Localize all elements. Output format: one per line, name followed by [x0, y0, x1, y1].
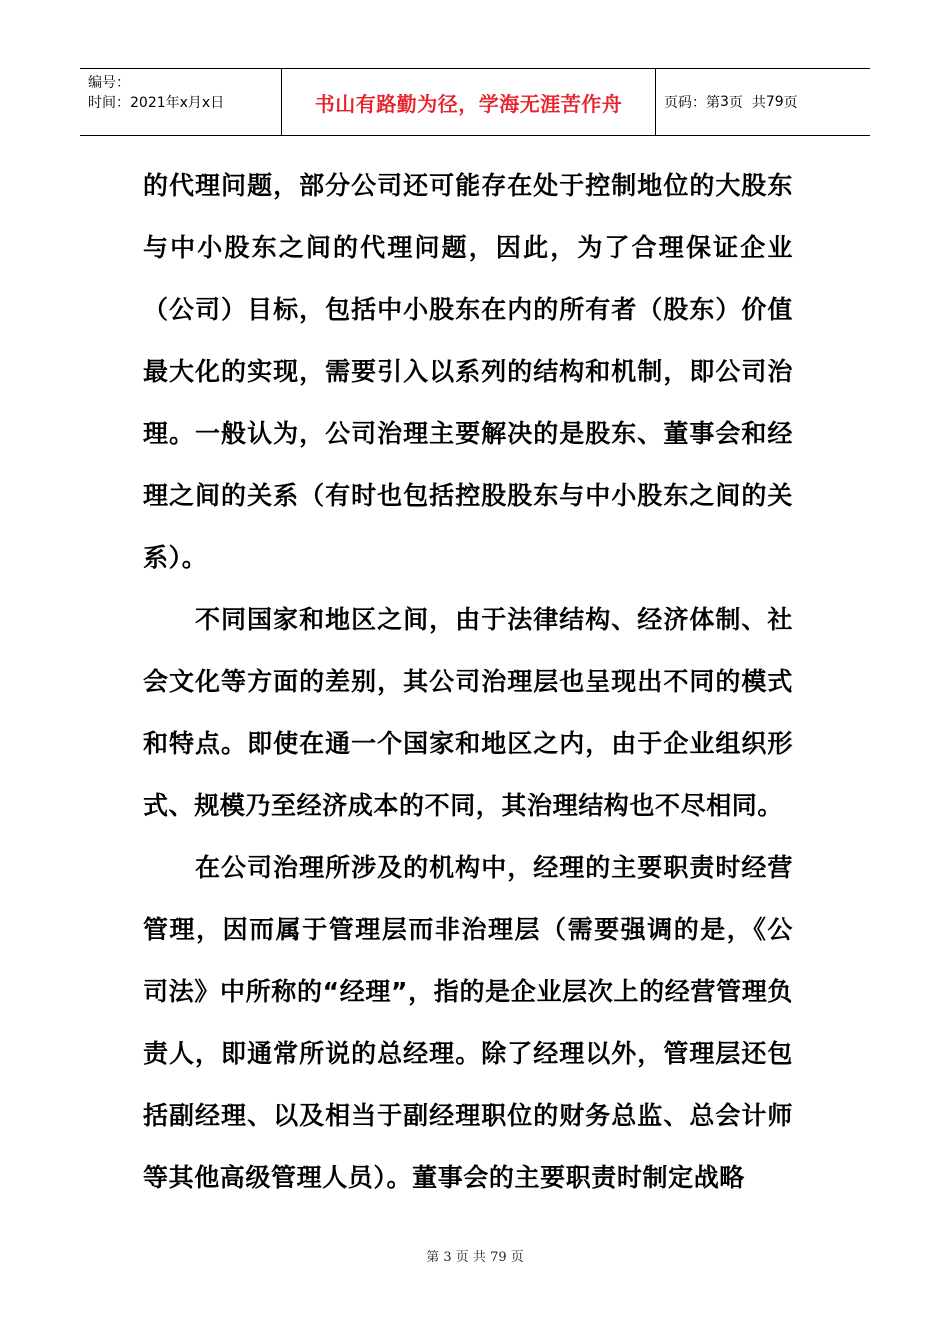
page-footer: [0, 1246, 950, 1265]
document-time-label: 时间：2021年x月x日: [88, 95, 225, 111]
header-motto-cell: [282, 69, 656, 135]
page-code-label: 页码：第: [664, 95, 720, 111]
body-paragraph: 不同国家和地区之间，由于法律结构、经济体制、社会文化等方面的差别，其公司治理层也呈现出不同的模式和特点。即使在通一个国家和地区之内，由于企业组织形式、规模乃至经济成本的不同，其治理结构也不尽相同。: [143, 605, 793, 820]
footer-suffix: 页: [506, 1250, 524, 1265]
header-page-code: [656, 69, 870, 135]
body-paragraph: 的代理问题，部分公司还可能存在处于控制地位的大股东与中小股东之间的代理问题，因此，为了合理保证企业（公司）目标，包括中小股东在内的所有者（股东）价值最大化的实现，需要引入以系列的结构和机制，即公司治理。一般认为，公司治理主要解决的是股东、董事会和经理之间的关系（有时也包括控股股东与中小股东之间的关系）。: [143, 171, 793, 572]
header-meta: [80, 69, 282, 135]
document-body: [143, 155, 793, 1209]
document-number-label: 编号：: [88, 75, 130, 91]
page-header: [80, 68, 870, 136]
page-code-current: 3: [720, 94, 729, 110]
footer-page-total: 79: [490, 1250, 507, 1265]
footer-page-current: 3: [443, 1250, 452, 1265]
header-motto: 书山有路勤为径，学海无涯苦作舟: [314, 91, 623, 116]
page-code-total: 79: [765, 94, 784, 110]
footer-mid: 页 共: [451, 1250, 491, 1265]
footer-prefix: 第: [426, 1250, 444, 1265]
page-code-end: 页: [783, 95, 798, 111]
page-code-mid: 页 共: [728, 95, 766, 111]
body-paragraph: 在公司治理所涉及的机构中，经理的主要职责时经营管理，因而属于管理层而非治理层（需要强调的是，《公司法》中所称的“经理”，指的是企业层次上的经营管理负责人，即通常所说的总经理。除了经理以外，管理层还包括副经理、以及相当于副经理职位的财务总监、总会计师等其他高级管理人员）。董事会的主要职责时制定战略: [143, 853, 793, 1192]
